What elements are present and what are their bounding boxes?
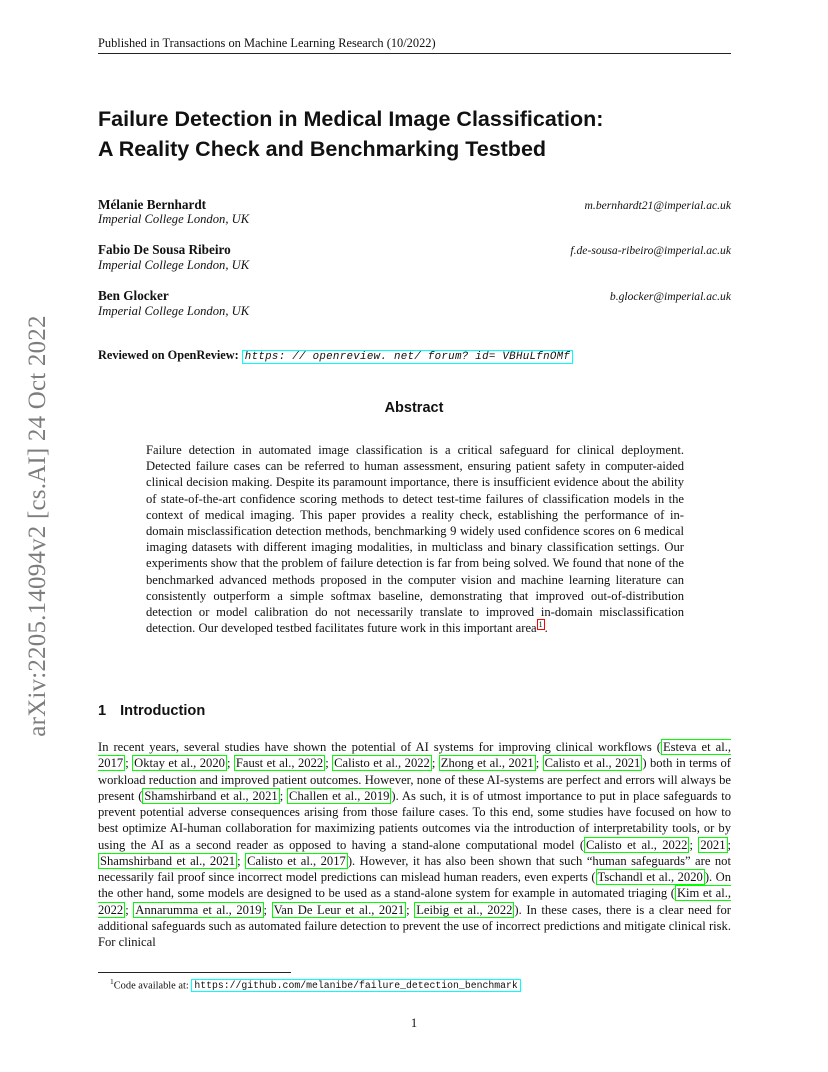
paper-title	[98, 104, 738, 164]
intro-paragraph: In recent years, several studies have shown the potential of AI systems for improving clinical workflows ( Esteva et al., 2017 ; Oktay et al., 2020 ; Faust et al., 2022 ; Calisto et al., 2022 ; Zhong et al., 2021 ; Calisto et al., 2021 ) both in terms of workload reduction and improved patient outcomes. However, none of these AI-systems are perfect and errors will always be present ( Shamshirband et al., 2021 ; Challen et al., 2019 ). As such, it is of utmost importance to put in place safeguards to prevent potential adverse consequences arising from those failure cases. To this end, some studies have focused on how to best optimize AI-human collaboration for maximizing patients outcomes via the introduction of interpretability tools, or by using the AI as a second reader as opposed to having a stand-alone computational model ( Calisto et al., 2022 ; 2021 ; Shamshirband et al., 2021 ; Calisto et al., 2017 ). However, it has also been shown that such “human safeguards” are not necessarily fail proof since incorrect model predictions can mislead human readers, even experts ( Tschandl et al., 2020 ). On the other hand, some models are designed to be used as a stand-alone system for example in automated triaging ( Kim et al., 2022 ; Annarumma et al., 2019 ; Van De Leur et al., 2021 ; Leibig et al., 2022 ). In these cases, there is a clear need for additional safeguards such as automated failure detection to prevent the use of incorrect predictions and mitigate clinical risk. For clinical	[98, 740, 732, 949]
code-link[interactable]: https://github.com/melanibe/failure_detection_benchmark	[191, 979, 520, 992]
author-name: Ben Glocker	[98, 288, 169, 303]
intro-text: In recent years, several studies have shown the potential of AI systems for improving clinical workflows (	[98, 740, 661, 754]
citation-link[interactable]: Calisto et al., 2021	[544, 756, 641, 771]
citation-link[interactable]: Tschandl et al., 2020	[597, 870, 703, 884]
author-name: Mélanie Bernhardt	[98, 197, 207, 212]
citation-link[interactable]: Faust et al., 2022	[235, 756, 324, 771]
author-affiliation: Imperial College London, UK	[98, 212, 250, 226]
intro-text: ) both in terms of workload reduction and improved patient outcomes. However, none of these AI-systems are perfect and errors will always be present (	[98, 756, 731, 803]
citation-link[interactable]: Calisto et al., 2022	[586, 837, 688, 852]
reviewed-label: Reviewed on OpenReview:	[98, 348, 239, 362]
citation-link[interactable]: 2021	[700, 837, 726, 852]
intro-text: ). On the other hand, some models are designed to be used as a stand-alone system for example in automated triaging (	[98, 870, 731, 901]
title-line-1: Failure Detection in Medical Image Classification:	[98, 107, 604, 131]
section-number: 1	[98, 703, 107, 719]
intro-text: ). As such, it is of utmost importance to put in place safeguards to prevent potential adverse consequences arising from those failure cases. To this end, some studies have focused on how to best optimize AI-human collaboration for maximizing patients outcomes via the introduction of interpretability tools, or by using the AI as a second reader as opposed to having a stand-alone computational model (	[98, 788, 732, 852]
footnote-label: Code available at:	[113, 980, 192, 992]
footnote	[110, 977, 521, 991]
header-rule	[98, 53, 731, 54]
citation-link[interactable]: Calisto et al., 2017	[247, 853, 346, 868]
author-name: Fabio De Sousa Ribeiro	[98, 242, 231, 257]
author-affiliation: Imperial College London, UK	[98, 258, 250, 272]
citation-link[interactable]: Leibig et al., 2022	[416, 902, 513, 917]
citation-link[interactable]: Oktay et al., 2020	[134, 756, 225, 771]
reviewed-line	[98, 348, 573, 363]
citation-link[interactable]: Annarumma et al., 2019	[135, 902, 262, 917]
citation-link[interactable]: Calisto et al., 2022	[334, 756, 430, 771]
footnote-rule	[98, 972, 291, 973]
section-title: Introduction	[120, 703, 206, 719]
intro-text: ). However, it has also been shown that such “human safeguards” are not necessarily fail proof since incorrect model predictions can mislead human readers, even experts (	[98, 853, 731, 884]
running-head: Published in Transactions on Machine Learning Research (10/2022)	[98, 36, 436, 50]
section-heading	[98, 703, 205, 719]
author-email[interactable]: f.de-sousa-ribeiro@imperial.ac.uk	[570, 244, 731, 257]
intro-text: ). In these cases, there is a clear need for additional safeguards such as automated failure detection to prevent the use of incorrect predictions and mitigate clinical risk. For clinical	[98, 902, 731, 949]
abstract-body: Failure detection in automated image classification is a critical safeguard for clinical deployment. Detected failure cases can be referred to human assessment, ensuring patient safety in computer-aided clinical decision making. Despite its paramount importance, there is insufficient evidence about the ability of state-of-the-art confidence scoring methods to detect test-time failures of classification models in the context of medical imaging. This paper provides a reality check, establishing the performance of in-domain misclassification detection methods, benchmarking 9 widely used confidence scores on 6 medical imaging datasets with different imaging modalities, in multiclass and binary classification settings. Our experiments show that the problem of failure detection is far from being solved. We found that none of the benchmarked advanced methods proposed in the computer vision and machine learning literature can consistently outperform a simple softmax baseline, demonstrating that improved out-of-distribution detection or model calibration do not necessarily translate to improved in-domain misclassification detection. Our developed testbed facilitates future work in this important area	[146, 443, 684, 636]
citation-link[interactable]: Van De Leur et al., 2021	[273, 902, 405, 917]
citation-link[interactable]: Shamshirband et al., 2021	[144, 788, 278, 803]
footnote-number: 1	[110, 977, 114, 986]
citation-link[interactable]: Esteva et al., 2017	[98, 740, 731, 771]
citation-link[interactable]: Kim et al., 2022	[98, 886, 731, 917]
footnote-marker[interactable]: 1	[538, 620, 543, 630]
author-affiliation: Imperial College London, UK	[98, 304, 250, 318]
citation-link[interactable]: Challen et al., 2019	[289, 788, 390, 803]
abstract-text: Failure detection in automated image classification is a critical safeguard for clinical deployment. Detected failure cases can be referred to human assessment, ensuring patient safety in computer-aided clinical decision making. Despite its paramount importance, there is insufficient evidence about the ability of state-of-the-art confidence scoring methods to detect test-time failures of classification models in the context of medical imaging. This paper provides a reality check, establishing the performance of in-domain misclassification detection methods, benchmarking 9 widely used confidence scores on 6 medical imaging datasets with different imaging modalities, in multiclass and binary classification settings. Our experiments show that the problem of failure detection is far from being solved. We found that none of the benchmarked advanced methods proposed in the computer vision and machine learning literature can consistently outperform a simple softmax baseline, demonstrating that improved out-of-distribution detection or model calibration do not necessarily translate to improved in-domain misclassification detection. Our developed testbed facilitates future work in this important area $^1$ .	[146, 443, 684, 636]
abstract-heading: Abstract	[384, 400, 444, 416]
citation-link[interactable]: Zhong et al., 2021	[440, 756, 534, 771]
arxiv-stamp: arXiv:2205.14094v2 [cs.AI] 24 Oct 2022	[24, 315, 51, 737]
author-email[interactable]: m.bernhardt21@imperial.ac.uk	[584, 199, 731, 212]
title-line-2: A Reality Check and Benchmarking Testbed	[98, 137, 547, 161]
page-number: 1	[410, 1016, 418, 1030]
citation-link[interactable]: Shamshirband et al., 2021	[100, 853, 236, 868]
author-email[interactable]: b.glocker@imperial.ac.uk	[609, 290, 731, 303]
openreview-link[interactable]: https: // openreview. net/ forum? id= VBHuLfnOMf	[242, 350, 573, 364]
